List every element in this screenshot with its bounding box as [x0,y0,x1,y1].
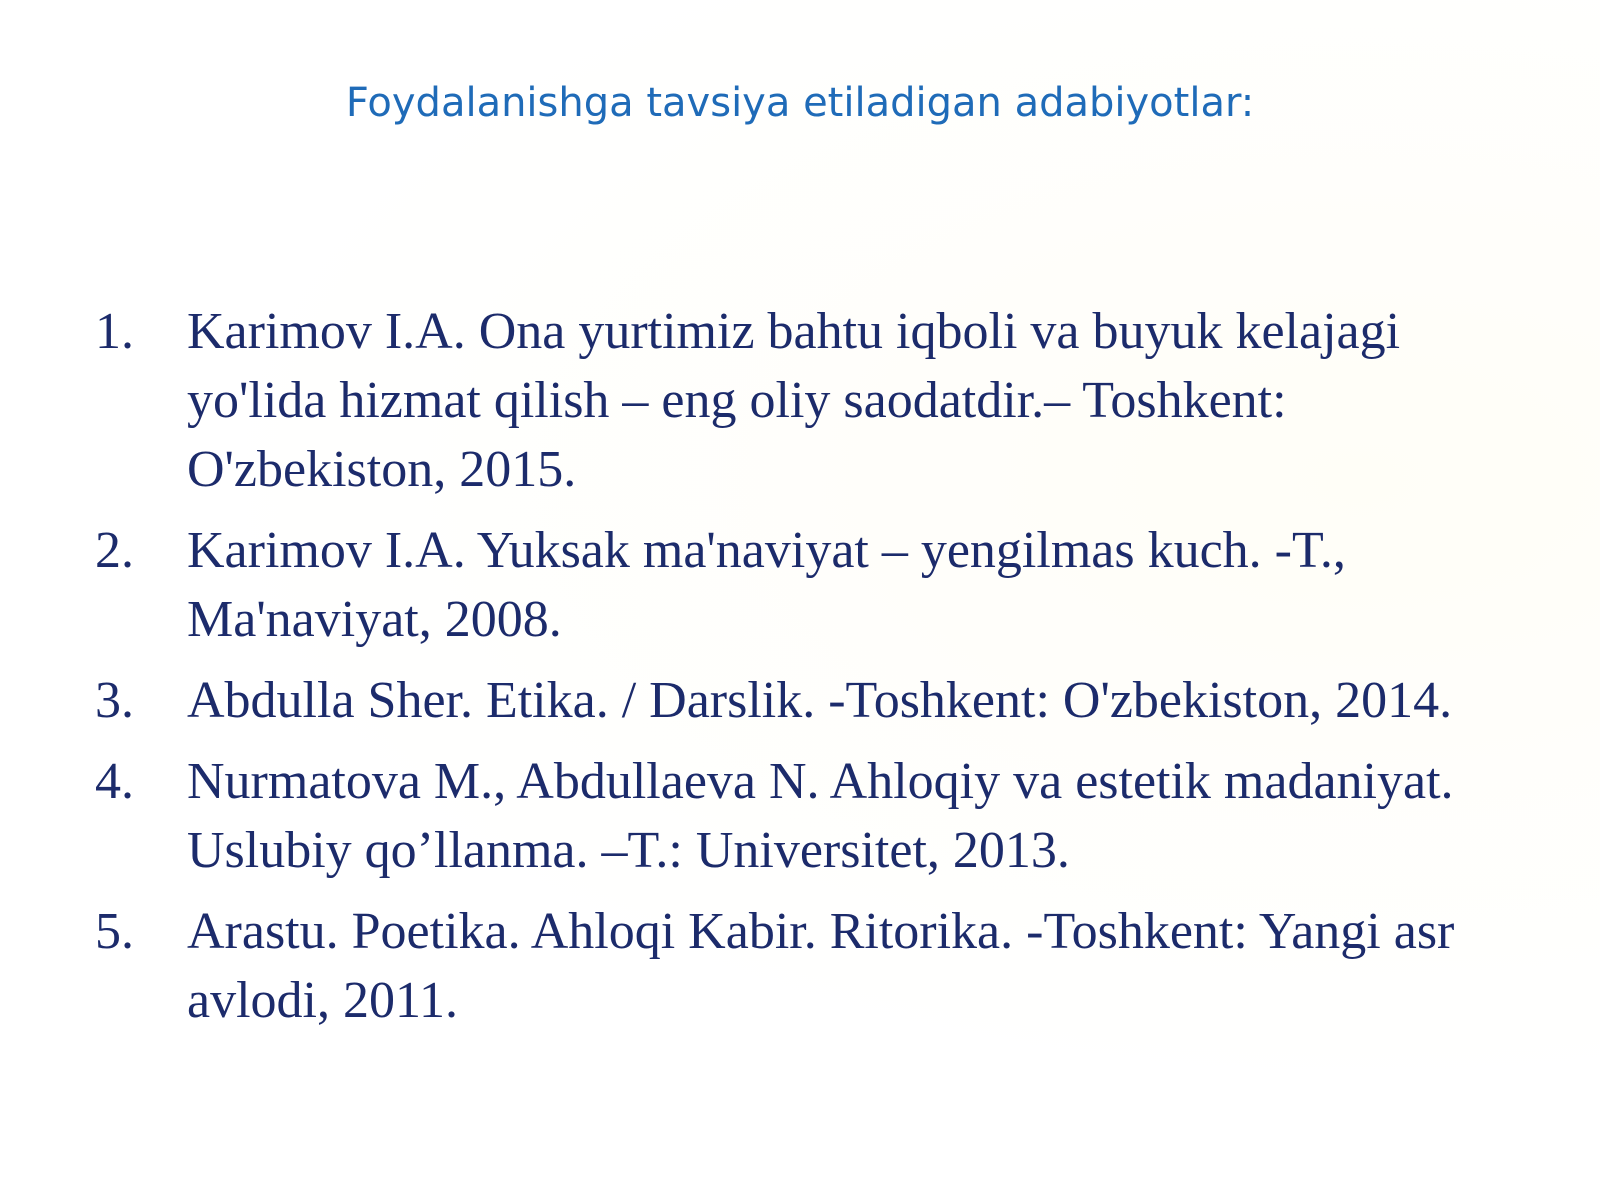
list-item [95,666,1515,735]
list-item-number: 4. [95,753,134,810]
list-item-number: 2. [95,522,134,579]
slide-title: Foydalanishga tavsiya etiladigan adabiyotlar: [345,80,1255,126]
list-item-text: Nurmatova M., Abdullaeva N. Ahloqiy va estetik madaniyat. Uslubiy qo’llanma. –T.: Universitet, 2013. [187,753,1454,879]
reference-list [95,297,1515,1047]
list-item-text: Arastu. Poetika. Ahloqi Kabir. Ritorika. -Toshkent: Yangi asr avlodi, 2011. [187,903,1455,1029]
list-item-number: 5. [95,903,134,960]
list-item-number: 3. [95,672,134,729]
list-item-text: Karimov I.A. Ona yurtimiz bahtu iqboli va buyuk kelajagi yo'lida hizmat qilish – eng oliy saodatdir.– Toshkent: O'zbekiston, 2015. [187,303,1401,498]
list-item-text: Abdulla Sher. Etika. / Darslik. -Toshkent: O'zbekiston, 2014. [187,672,1453,729]
list-item [95,297,1515,504]
list-item [95,897,1515,1035]
list-item-number: 1. [95,303,134,360]
list-item-text: Karimov I.A. Yuksak ma'naviyat – yengilmas kuch. -T., Ma'naviyat, 2008. [187,522,1346,648]
list-item [95,516,1515,654]
list-item [95,747,1515,885]
